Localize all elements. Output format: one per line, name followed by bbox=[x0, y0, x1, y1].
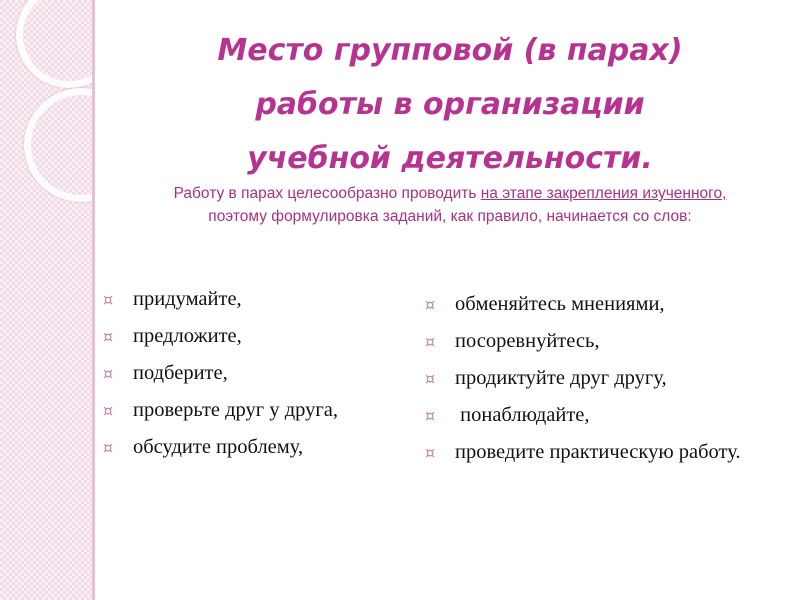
intro-text: поэтому формулировка заданий, как правило, начинается со слов: bbox=[208, 208, 692, 225]
list-item bbox=[103, 324, 423, 348]
list-item bbox=[425, 440, 765, 464]
list-item-text: придумайте, bbox=[133, 288, 242, 310]
ring-bullet-icon: ¤ bbox=[425, 332, 436, 351]
decorative-ring bbox=[16, 0, 92, 88]
list-item bbox=[103, 287, 423, 311]
list-item bbox=[425, 329, 765, 353]
verb-list-left bbox=[103, 287, 423, 472]
list-item bbox=[103, 435, 423, 459]
ring-bullet-icon: ¤ bbox=[103, 438, 114, 457]
list-item bbox=[425, 403, 765, 427]
verb-list-right bbox=[425, 292, 765, 477]
side-band-edge bbox=[92, 0, 95, 600]
title-line: учебной деятельности. bbox=[247, 141, 653, 176]
list-item-text: предложите, bbox=[133, 325, 242, 347]
decorative-side-band bbox=[0, 0, 92, 600]
ring-bullet-icon: ¤ bbox=[103, 327, 114, 346]
title-line: работы в организации bbox=[255, 87, 645, 122]
title-line: Место групповой (в парах) bbox=[217, 33, 683, 68]
list-item-text: обменяйтесь мнениями, bbox=[455, 293, 665, 315]
list-item bbox=[103, 361, 423, 385]
intro-paragraph bbox=[150, 182, 750, 228]
decorative-ring bbox=[24, 88, 92, 202]
intro-underlined-text: на этапе закрепления изученного, bbox=[480, 185, 727, 202]
ring-bullet-icon: ¤ bbox=[425, 295, 436, 314]
list-item-text: понаблюдайте, bbox=[455, 404, 590, 426]
slide-title bbox=[150, 24, 750, 186]
ring-bullet-icon: ¤ bbox=[425, 443, 436, 462]
ring-bullet-icon: ¤ bbox=[103, 364, 114, 383]
ring-bullet-icon: ¤ bbox=[103, 290, 114, 309]
intro-text: Работу в парах целесообразно проводить bbox=[173, 185, 481, 202]
list-item bbox=[425, 292, 765, 316]
list-item-text: проверьте друг у друга, bbox=[133, 399, 338, 421]
list-item bbox=[425, 366, 765, 390]
list-item-text: посоревнуйтесь, bbox=[455, 330, 600, 352]
list-item-text: продиктуйте друг другу, bbox=[455, 367, 667, 389]
ring-bullet-icon: ¤ bbox=[425, 406, 436, 425]
ring-bullet-icon: ¤ bbox=[425, 369, 436, 388]
list-item-text: подберите, bbox=[133, 362, 228, 384]
list-item bbox=[103, 398, 423, 422]
list-item-text: проведите практическую работу. bbox=[455, 441, 741, 463]
list-item-text: обсудите проблему, bbox=[133, 436, 304, 458]
ring-bullet-icon: ¤ bbox=[103, 401, 114, 420]
